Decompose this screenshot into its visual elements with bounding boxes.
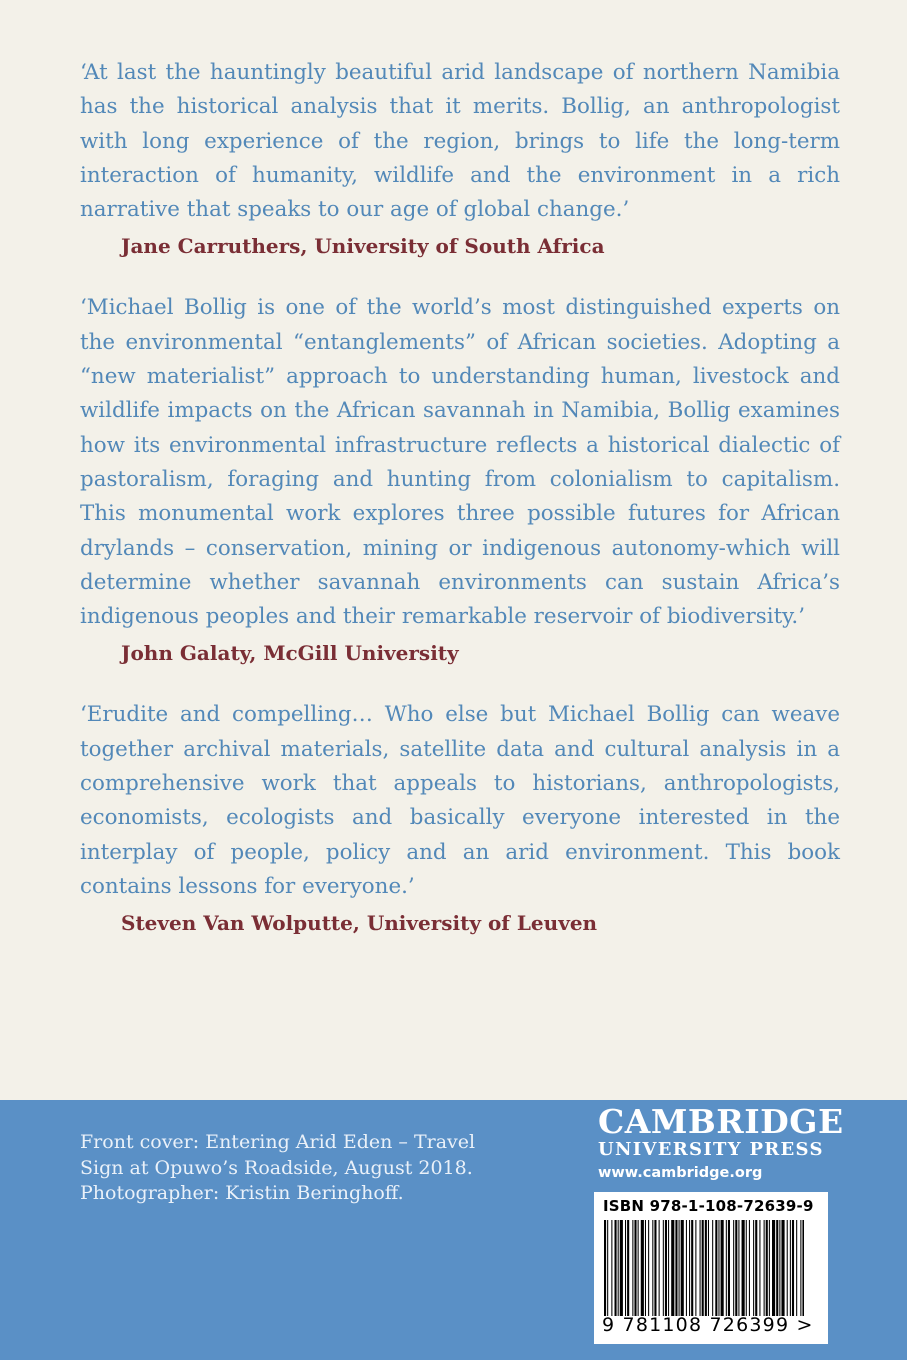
barcode-bar	[781, 1220, 784, 1316]
barcode-bar	[790, 1220, 791, 1316]
barcode-bar	[607, 1220, 608, 1316]
barcode-bar	[620, 1220, 623, 1316]
barcode-bars-icon	[604, 1220, 804, 1316]
publisher-name: CAMBRIDGE	[598, 1102, 844, 1141]
barcode-bar	[686, 1220, 687, 1316]
barcode-bar	[668, 1220, 669, 1316]
barcode-bar	[733, 1220, 734, 1316]
quote-attribution: Steven Van Wolputte, University of Leuven	[121, 911, 598, 936]
barcode-bar	[627, 1220, 629, 1316]
barcode-bar	[679, 1220, 680, 1316]
barcode-bar	[618, 1220, 619, 1316]
endorsement-3	[80, 698, 840, 940]
endorsement-1	[80, 56, 840, 263]
barcode-bar	[611, 1220, 612, 1316]
barcode-bar	[721, 1220, 724, 1316]
barcode-bar	[702, 1220, 704, 1316]
publisher-subtitle: UNIVERSITY PRESS	[598, 1139, 824, 1160]
barcode-bar	[625, 1220, 626, 1316]
barcode-bar	[746, 1220, 747, 1316]
barcode-bar	[742, 1220, 745, 1316]
barcode-bar	[654, 1220, 656, 1316]
barcode-bar	[755, 1220, 757, 1316]
barcode-digits: 9 781108 726399 >	[602, 1314, 814, 1336]
barcode-bar	[681, 1220, 684, 1316]
barcode-bar	[776, 1220, 778, 1316]
barcode-bar	[802, 1220, 804, 1316]
barcode-bar	[700, 1220, 701, 1316]
cover-credit-line: Sign at Opuwo’s Roadside, August 2018.	[80, 1156, 473, 1179]
barcode-bar	[632, 1220, 633, 1316]
barcode-bar	[641, 1220, 644, 1316]
barcode-bar	[689, 1220, 690, 1316]
barcode-bar	[638, 1220, 639, 1316]
barcode-bar	[675, 1220, 677, 1316]
barcode-bar	[715, 1220, 717, 1316]
endorsements	[80, 56, 840, 968]
publisher-logo	[598, 1102, 844, 1183]
barcode	[594, 1192, 828, 1344]
barcode-bar	[718, 1220, 719, 1316]
barcode-bar	[726, 1220, 727, 1316]
barcode-bar	[792, 1220, 794, 1316]
quote-text: ‘Erudite and compelling… Who else but Michael Bollig can weave together archival materials, satellite data and cultural analysis in a comprehensive work that appeals to historians, anthropologists, economists, ecologists and basically everyone interested in the interplay of people, policy and an arid environment. This book contains lessons for everyone.’	[80, 702, 840, 899]
cover-credit-line: Front cover: Entering Arid Eden – Travel	[80, 1131, 476, 1153]
barcode-bar	[800, 1220, 801, 1316]
endorsement-2	[80, 291, 840, 670]
barcode-bar	[695, 1220, 696, 1316]
barcode-bar	[764, 1220, 765, 1316]
barcode-bar	[769, 1220, 770, 1316]
barcode-bar	[708, 1220, 709, 1316]
isbn-label: ISBN 978-1-108-72639-9	[603, 1197, 814, 1215]
barcode-bar	[652, 1220, 653, 1316]
barcode-bar	[753, 1220, 754, 1316]
barcode-bar	[779, 1220, 780, 1316]
barcode-bar	[648, 1220, 649, 1316]
barcode-bar	[738, 1220, 739, 1316]
barcode-bar	[705, 1220, 707, 1316]
cover-credit-line: Photographer: Kristin Beringhoff.	[80, 1182, 404, 1204]
quote-attribution: Jane Carruthers, University of South Africa	[121, 234, 605, 259]
publisher-url: www.cambridge.org	[598, 1165, 763, 1181]
barcode-bar	[766, 1220, 768, 1316]
barcode-bar	[796, 1220, 797, 1316]
barcode-bar	[615, 1220, 617, 1316]
barcode-bar	[772, 1220, 775, 1316]
barcode-bar	[735, 1220, 737, 1316]
barcode-bar	[691, 1220, 693, 1316]
quote-text: ‘Michael Bollig is one of the world’s most distinguished experts on the environmental “entanglements” of African societies. Adopting a “new materialist” approach to understanding human, livestock and wildlife impacts on the African savannah in Namibia, Bollig examines how its environmental infrastructure reflects a historical dialectic of pastoralism, foraging and hunting from colonialism to capitalism. This monumental work explores three possible futures for African drylands – conservation, mining or indigenous autonomy-which will determine whether savannah environments can sustain Africa’s indigenous peoples and their remarkable reservoir of biodiversity.’	[80, 295, 840, 630]
barcode-bar	[787, 1220, 788, 1316]
barcode-bar	[659, 1220, 660, 1316]
barcode-bar	[728, 1220, 730, 1316]
barcode-bar	[671, 1220, 674, 1316]
quote-text: ‘At last the hauntingly beautiful arid landscape of northern Namibia has the historical analysis that it merits. Bollig, an anthropologist with long experience of the region, brings to life the long-term interaction of humanity, wildlife and the environment in a rich narrative that speaks to our age of global change.’	[80, 60, 840, 223]
barcode-bar	[759, 1220, 760, 1316]
quote-attribution: John Galaty, McGill University	[121, 641, 459, 666]
barcode-bar	[712, 1220, 713, 1316]
barcode-bar	[749, 1220, 750, 1316]
cover-credit	[80, 1130, 480, 1207]
barcode-bar	[645, 1220, 646, 1316]
barcode-bar	[663, 1220, 664, 1316]
barcode-bar	[634, 1220, 636, 1316]
barcode-bar	[604, 1220, 606, 1316]
barcode-bar	[665, 1220, 667, 1316]
